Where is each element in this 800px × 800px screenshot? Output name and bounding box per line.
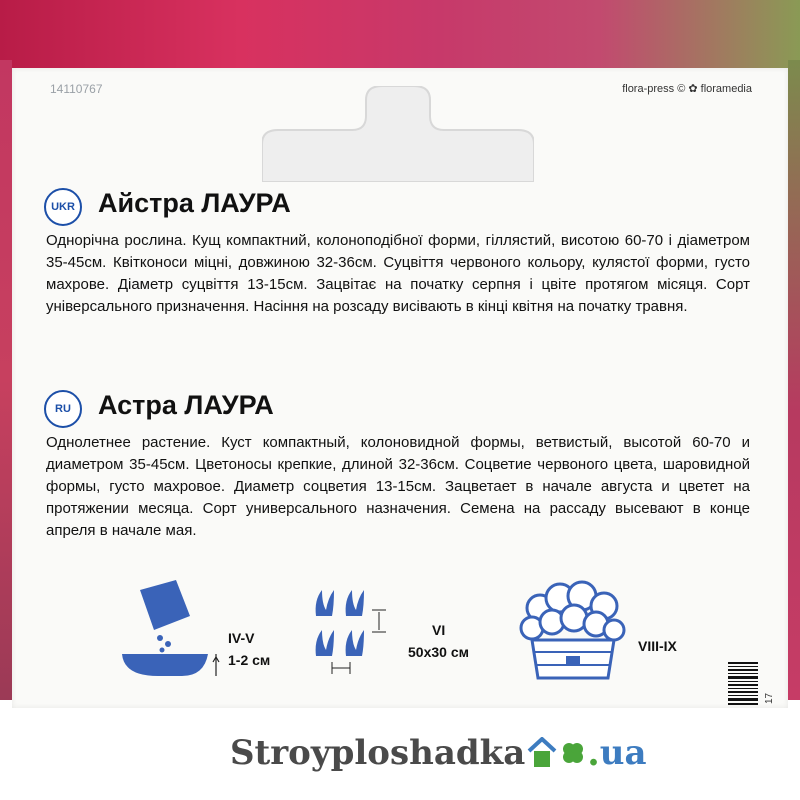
- flowering-months: VIII-IX: [638, 638, 677, 654]
- sowing-depth: 1-2 см: [228, 652, 271, 668]
- ru-title: Астра ЛАУРА: [98, 390, 274, 420]
- photo-edge-right: [788, 60, 800, 700]
- flower-photo-strip: [0, 0, 800, 68]
- care-icons: [110, 578, 690, 688]
- house-icon: [527, 737, 557, 769]
- watermark-dot: .: [587, 732, 600, 774]
- photo-credit: flora-press © ✿ floramedia: [622, 83, 752, 95]
- ukr-description: Однорічна рослина. Кущ компактний, колоноподібної форми, гіллястий, висотою 60-70 і діаметром 35-45см. Квітконоси міцні, довжиною 32-36см. Суцвіття червоного кольору, кулястої форми, густо махрове. Діаметр суцвіття 13-15см. Зацвітає на початку серпня і цвіте протягом місяця. Сорт універсального призначення. Насіння на розсаду висівають в кінці квітня на початку травня.: [46, 232, 750, 315]
- side-number: 17: [764, 692, 775, 704]
- ukr-title: Айстра ЛАУРА: [98, 188, 291, 218]
- ukr-badge: UKR: [44, 188, 82, 226]
- planting-spacing: 50x30 см: [408, 644, 469, 660]
- photo-edge-left: [0, 60, 12, 700]
- planting-months: VI: [432, 622, 446, 638]
- flowering-pot-icon: [518, 578, 628, 682]
- ru-description: Однолетнее растение. Куст компактный, колоновидной формы, ветвистый, высотой 60-70 и диаметром 35-45см. Цветоносы крепкие, длиной 32-36см. Соцветие червоного цвета, шаровидной формы, густо махровое. Диаметр соцветия 13-15см. Зацветает в начале августа и цветет на протяжении месяца. Сорт универсального назначения. Семена на рассаду высевают в конце апреля в начале мая.: [46, 434, 750, 539]
- side-barcode: [728, 662, 758, 706]
- sowing-icon: [118, 580, 224, 680]
- site-watermark: [230, 728, 647, 778]
- watermark-tld: ua: [599, 733, 647, 773]
- seedlings-spacing-icon: [310, 584, 402, 680]
- clover-icon: [559, 739, 587, 767]
- watermark-name: Stroyploshadka: [230, 733, 526, 773]
- ru-badge: RU: [44, 390, 82, 428]
- hang-hole: [262, 86, 534, 182]
- product-id: 14110767: [50, 82, 103, 96]
- sowing-months: IV-V: [228, 630, 255, 646]
